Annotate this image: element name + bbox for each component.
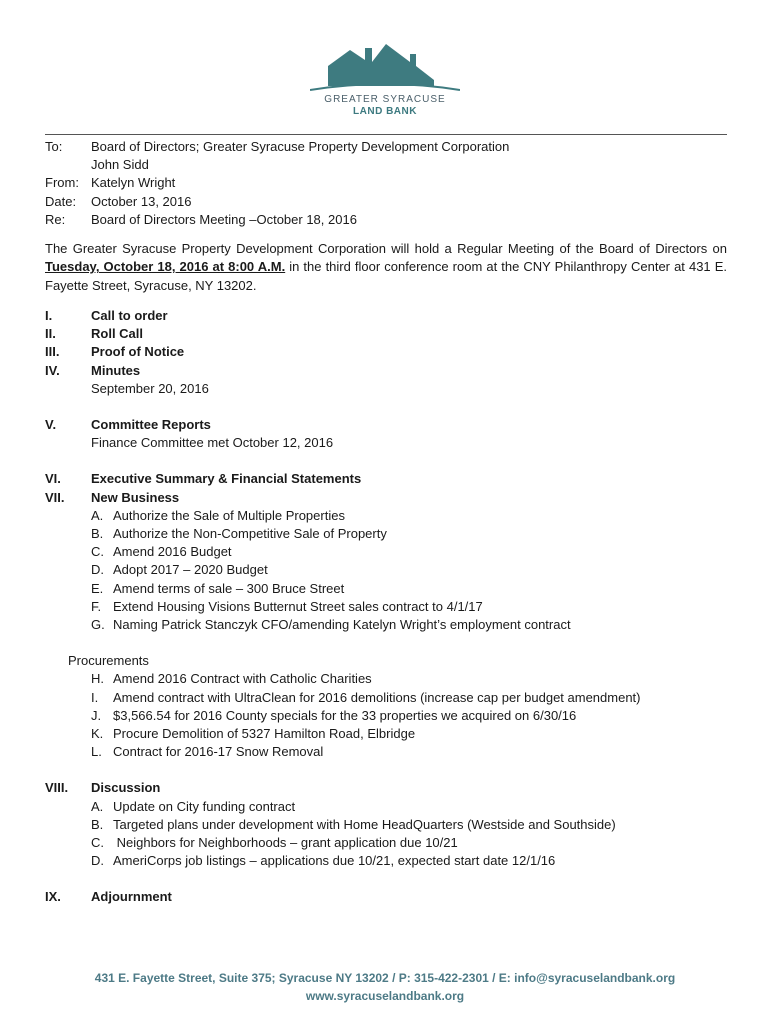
header-divider [45, 134, 727, 135]
list-item: K. Procure Demolition of 5327 Hamilton Road, Elbridge [91, 726, 416, 742]
list-item: A. Update on City funding contract [91, 798, 296, 814]
committee-detail: Finance Committee met October 12, 2016 [91, 435, 334, 451]
meeting-announcement [45, 240, 727, 295]
agenda-title: Adjournment [91, 889, 172, 905]
agenda-title: Proof of Notice [91, 344, 185, 360]
land-bank-logo [300, 40, 470, 125]
list-item: G. Naming Patrick Stanczyk CFO/amending Katelyn Wright’s employment contract [91, 617, 571, 633]
footer-website-link[interactable]: www.syracuselandbank.org [305, 989, 465, 1003]
agenda-number: I. [45, 308, 53, 323]
memo-header [45, 138, 509, 229]
footer-address: 431 E. Fayette Street, Suite 375; Syracuse NY 13202 / P: 315-422-2301 / E: info@syracuselandbank.org [94, 971, 676, 985]
agenda-number: VII. [45, 489, 65, 505]
logo-text-top: GREATER SYRACUSE [324, 94, 446, 105]
to-value: Board of Directors; Greater Syracuse Property Development Corporation [91, 139, 510, 154]
agenda-number: III. [45, 344, 60, 360]
intro-text-before: The Greater Syracuse Property Development Corporation will hold a Regular Meeting of the Board of Directors on [45, 241, 727, 256]
agenda-item-i [45, 307, 735, 325]
list-item: F. Extend Housing Visions Butternut Street sales contract to 4/1/17 [91, 598, 483, 614]
agenda-item-ix [45, 888, 735, 906]
re-label: Re: [45, 211, 66, 227]
procurements-heading: Procurements [68, 653, 149, 669]
list-item: I. Amend contract with UltraClean for 2016 demolitions (increase cap per budget amendment) [91, 689, 641, 705]
logo-text-bottom: LAND BANK [353, 106, 417, 117]
list-item: H. Amend 2016 Contract with Catholic Charities [91, 671, 372, 687]
list-item: D. AmeriCorps job listings – applications due 10/21, expected start date 12/1/16 [91, 853, 556, 869]
footer [0, 969, 770, 1005]
agenda-item-iv [45, 362, 735, 380]
agenda-title: Roll Call [91, 326, 144, 342]
to-value-2: John Sidd [91, 157, 149, 173]
date-value: October 13, 2016 [91, 193, 192, 209]
agenda-number: V. [45, 417, 57, 433]
agenda-item-ii [45, 325, 735, 343]
list-item: B. Targeted plans under development with Home HeadQuarters (Westside and Southside) [91, 816, 616, 832]
agenda-item-vii [45, 489, 735, 507]
agenda-number: VI. [45, 471, 61, 487]
agenda-item-viii [45, 779, 735, 797]
re-value: Board of Directors Meeting –October 18, 2016 [91, 211, 357, 227]
agenda-number: VIII. [45, 780, 69, 796]
intro-text-after: in the third floor conference room at the CNY Philanthropy Center at 431 E. Fayette Street, Syracuse, NY 13202. [45, 259, 728, 293]
from-label: From: [45, 175, 79, 191]
agenda-item-v [45, 416, 735, 434]
agenda-number: II. [45, 326, 56, 342]
agenda-item-vi [45, 470, 735, 488]
to-label: To: [45, 139, 63, 154]
from-value: Katelyn Wright [91, 175, 176, 191]
houses-icon [310, 40, 460, 92]
list-item: C. Amend 2016 Budget [91, 544, 232, 560]
agenda-title: Call to order [91, 308, 168, 323]
list-item: D. Adopt 2017 – 2020 Budget [91, 562, 268, 578]
agenda [45, 307, 735, 907]
agenda-title: Committee Reports [91, 417, 211, 433]
agenda-title: Minutes [91, 362, 141, 378]
list-item: J. $3,566.54 for 2016 County specials for the 33 properties we acquired on 6/30/16 [91, 707, 577, 723]
list-item: L. Contract for 2016-17 Snow Removal [91, 744, 324, 760]
meeting-datetime: Tuesday, October 18, 2016 at 8:00 A.M. [45, 259, 286, 275]
list-item: B. Authorize the Non-Competitive Sale of Property [91, 526, 387, 542]
agenda-title: Discussion [91, 780, 161, 796]
agenda-number: IV. [45, 362, 60, 378]
agenda-title: New Business [91, 489, 180, 505]
agenda-item-iii [45, 343, 735, 361]
agenda-number: IX. [45, 889, 61, 905]
date-label: Date: [45, 193, 77, 209]
list-item: E. Amend terms of sale – 300 Bruce Street [91, 580, 345, 596]
minutes-detail: September 20, 2016 [91, 380, 209, 396]
agenda-title: Executive Summary & Financial Statements [91, 471, 362, 487]
list-item: C. Neighbors for Neighborhoods – grant application due 10/21 [91, 835, 458, 851]
list-item: A. Authorize the Sale of Multiple Properties [91, 507, 345, 523]
